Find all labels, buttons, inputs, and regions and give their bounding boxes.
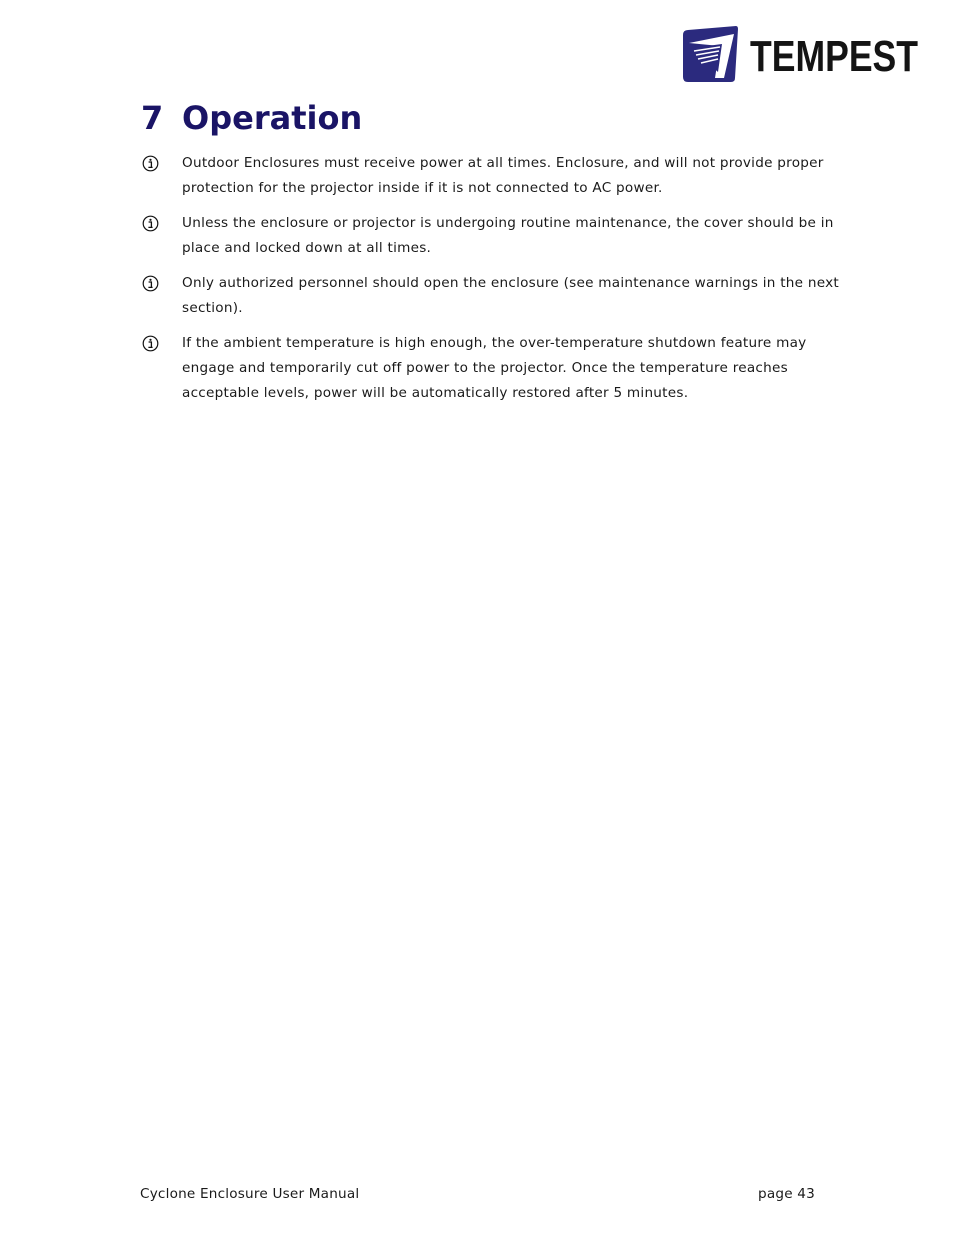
footer-manual-title: Cyclone Enclosure User Manual bbox=[140, 1186, 360, 1202]
section-heading bbox=[141, 96, 362, 140]
section-number: 7 bbox=[141, 99, 164, 137]
info-icon bbox=[142, 155, 159, 172]
info-icon bbox=[142, 215, 159, 232]
footer-page-number: page 43 bbox=[758, 1186, 815, 1202]
info-icon bbox=[142, 275, 159, 292]
tempest-logo bbox=[682, 26, 922, 84]
note-text: If the ambient temperature is high enough, the over-temperature shutdown feature may engage and temporarily cut off power to the projector. Once the temperature reaches acceptable levels, power will be automatically restored after 5 minutes. bbox=[182, 335, 807, 401]
brand-wordmark: TEMPEST bbox=[750, 32, 919, 81]
note-item bbox=[141, 331, 841, 406]
note-text: Unless the enclosure or projector is undergoing routine maintenance, the cover should be in place and locked down at all times. bbox=[182, 215, 834, 256]
section-title: Operation bbox=[182, 99, 363, 137]
note-text: Only authorized personnel should open the enclosure (see maintenance warnings in the next section). bbox=[182, 275, 839, 316]
info-icon bbox=[142, 335, 159, 352]
note-item bbox=[141, 211, 841, 261]
notes-list bbox=[141, 151, 841, 416]
note-item bbox=[141, 271, 841, 321]
note-text: Outdoor Enclosures must receive power at all times. Enclosure, and will not provide proper protection for the projector inside if it is not connected to AC power. bbox=[182, 155, 824, 196]
note-item bbox=[141, 151, 841, 201]
